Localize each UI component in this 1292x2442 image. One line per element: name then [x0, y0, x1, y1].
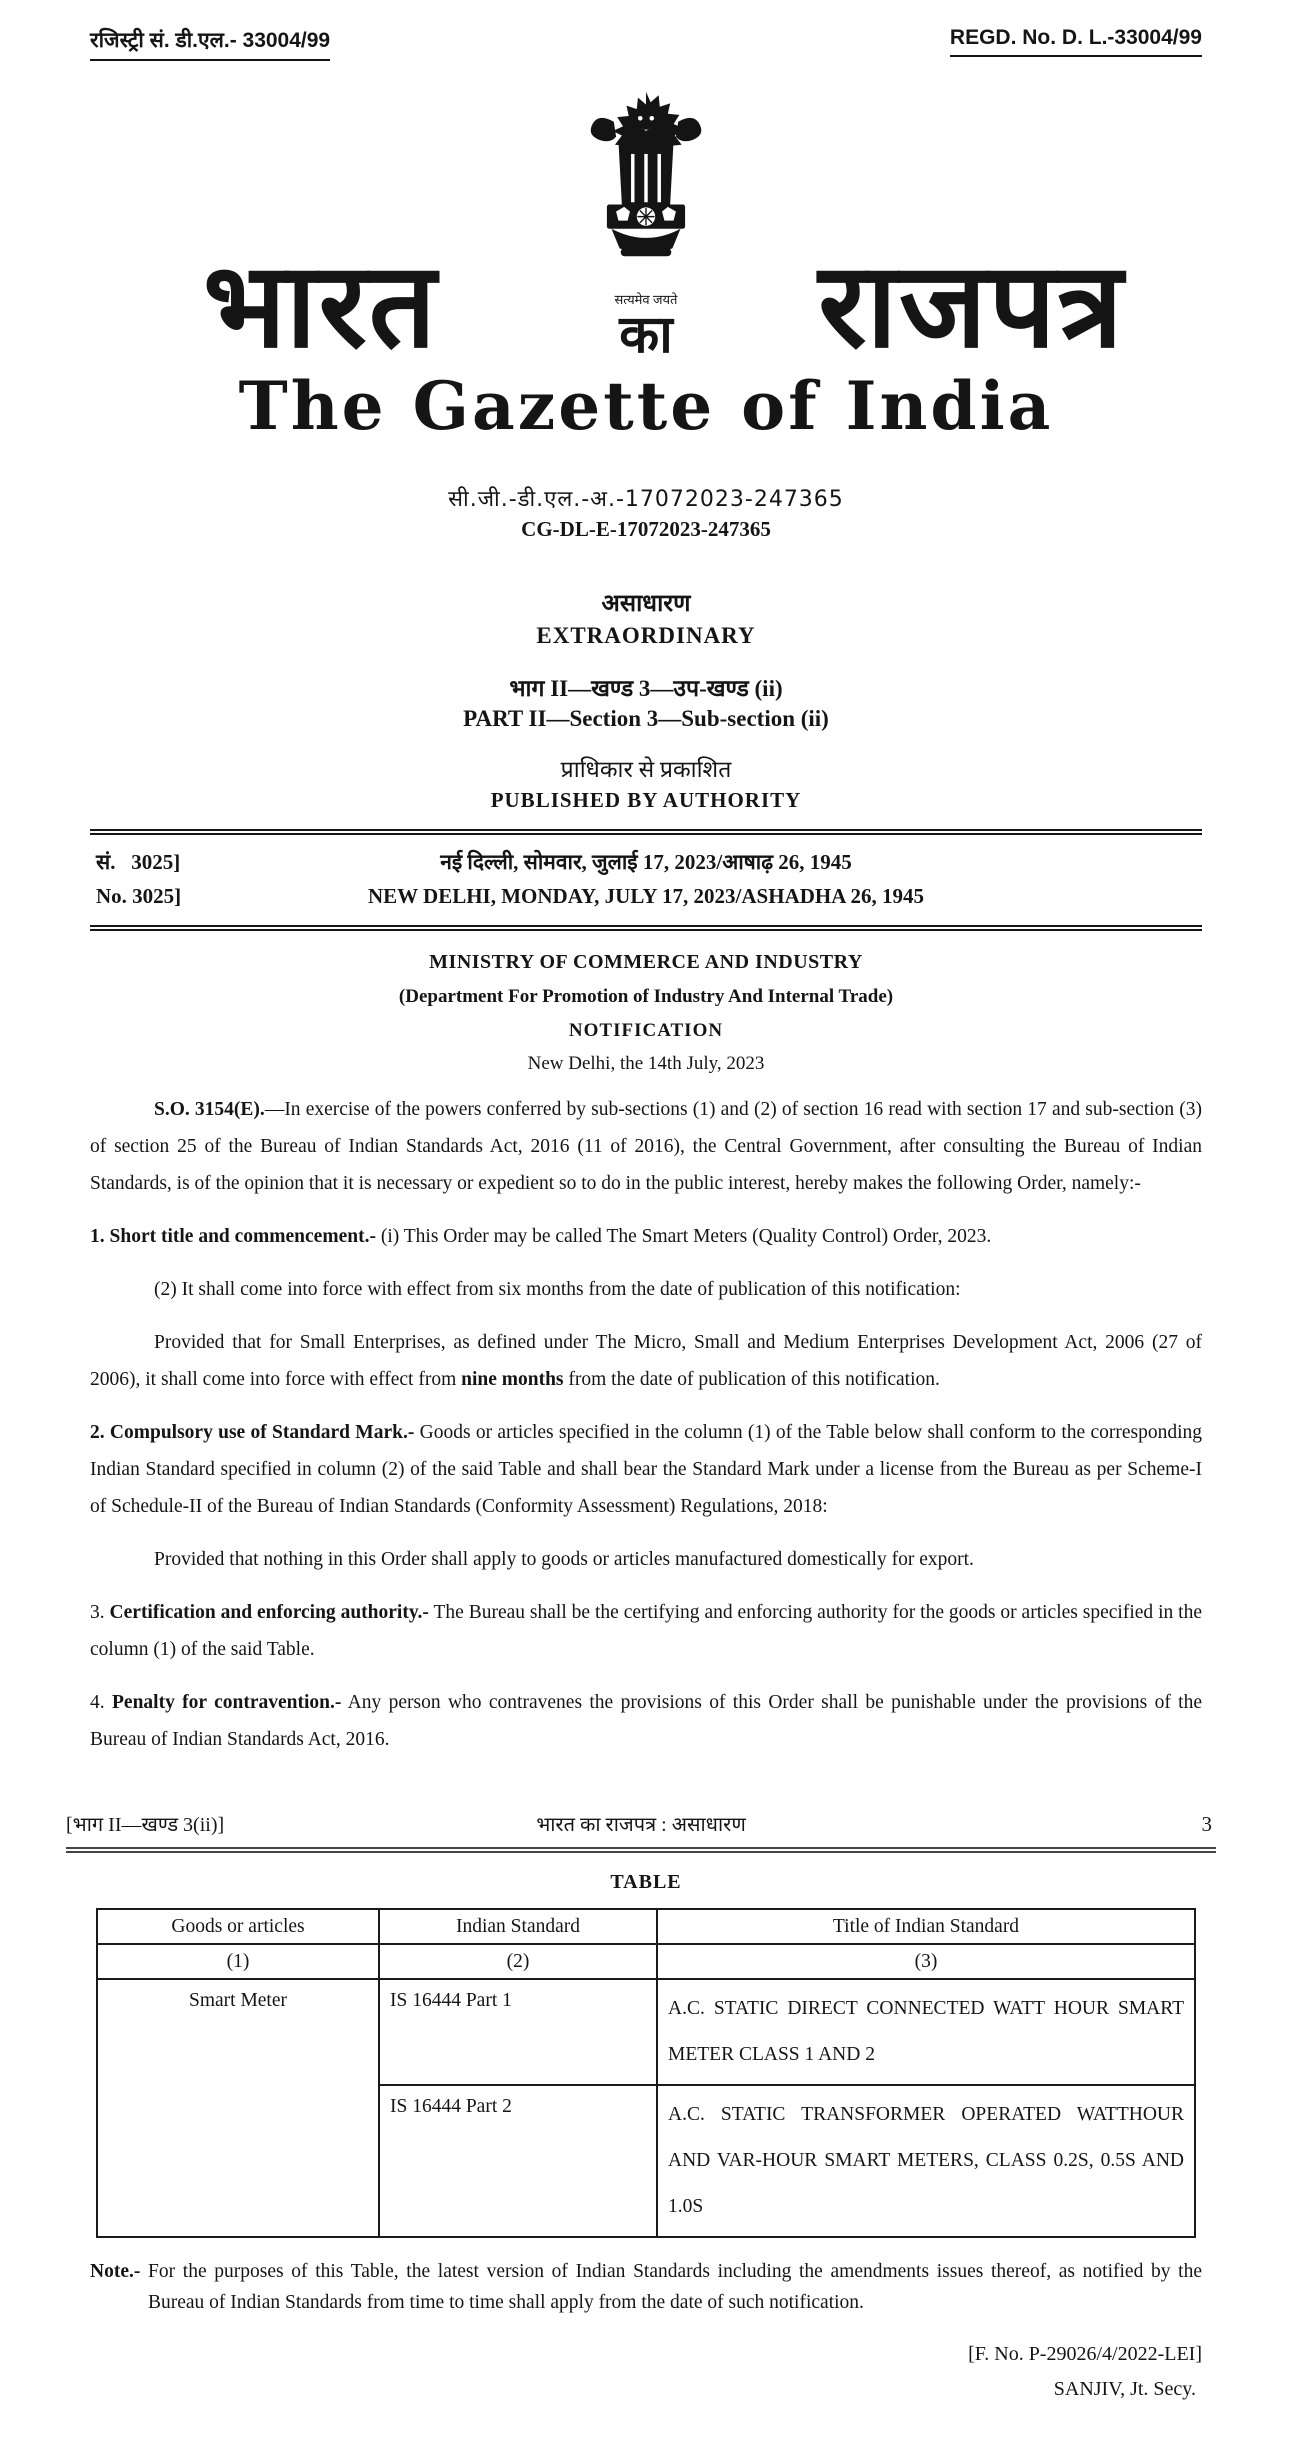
proviso-1-bold: nine months: [461, 1369, 564, 1391]
table-column-number-row: [97, 1944, 1195, 1979]
cell-standard-is16444-part2: IS 16444 Part 2: [379, 2085, 657, 2237]
running-head-left: [भाग II—खण्ड 3(ii)]: [66, 1814, 225, 1837]
department-subheading: (Department For Promotion of Industry And Internal Trade): [398, 986, 894, 1008]
clause-2-lead: 2. Compulsory use of Standard Mark.-: [90, 1422, 415, 1444]
para-clause-4: [90, 1684, 1202, 1758]
note-lead: Note.-: [90, 2261, 141, 2283]
proviso-1-before: Provided that for Small Enterprises, as defined under The Micro, Small and Medium Enterprises Development Act, 2006 (27 of 2006), it shall come into force with effect from: [90, 1332, 1202, 1391]
published-by-authority-english: PUBLISHED BY AUTHORITY: [490, 788, 802, 813]
cell-standard-is16444-part1: IS 16444 Part 1: [379, 1979, 657, 2085]
footer: [90, 2338, 1202, 2406]
published-by-authority-hindi: प्राधिकार से प्रकाशित: [560, 757, 732, 783]
registration-number-hindi: रजिस्ट्री सं. डी.एल.- 33004/99: [90, 26, 330, 61]
column-number-3: (3): [657, 1944, 1195, 1979]
standards-table: [96, 1908, 1196, 2238]
signatory: SANJIV, Jt. Secy.: [1053, 2378, 1196, 2401]
clause-2-text: Goods or articles specified in the column (1) of the Table below shall conform to the corresponding Indian Standard specified in column (2) of the said Table and shall bear the Standard Mark under a license from the Bureau as per Scheme-I of Schedule-II of the Bureau of Indian Standards (Conformity Assessment) Regulations, 2018:: [90, 1422, 1202, 1518]
proviso-1-after: from the date of publication of this notification.: [563, 1369, 940, 1391]
clause-1-lead: 1. Short title and commencement.-: [90, 1226, 376, 1248]
para-proviso-2: Provided that nothing in this Order shall apply to goods or articles manufactured domestically for export.: [154, 1549, 974, 1571]
registration-number-english: REGD. No. D. L.-33004/99: [950, 26, 1202, 57]
para-so-3154: [90, 1091, 1202, 1202]
para-clause-1-sub-2: (2) It shall come into force with effect from six months from the date of publication of this notification:: [154, 1279, 961, 1301]
ministry-heading: MINISTRY OF COMMERCE AND INDUSTRY: [429, 951, 863, 974]
cell-title-part2: A.C. STATIC TRANSFORMER OPERATED WATTHOUR AND VAR-HOUR SMART METERS, CLASS 0.2S, 0.5S AND 1.0S: [657, 2085, 1195, 2237]
page2-running-head: [66, 1810, 1216, 1853]
para-proviso-1: [90, 1324, 1202, 1398]
extraordinary-hindi: असाधारण: [601, 591, 691, 618]
issue-date-english: NEW DELHI, MONDAY, JULY 17, 2023/ASHADHA 26, 1945: [367, 884, 924, 909]
clause-1-text: (i) This Order may be called The Smart Meters (Quality Control) Order, 2023.: [375, 1226, 992, 1248]
header-goods-or-articles: Goods or articles: [97, 1909, 379, 1944]
clause-3-text: The Bureau shall be the certifying and enforcing authority for the goods or articles specified in the column (1) of the said Table.: [90, 1602, 1202, 1661]
issue-number-hindi: सं. 3025]: [96, 850, 181, 875]
issue-row-hindi: [90, 845, 1202, 879]
file-number: [F. No. P-29026/4/2022-LEI]: [968, 2343, 1202, 2366]
clause-3-lead: Certification and enforcing authority.-: [109, 1602, 429, 1624]
gazette-title-english: The Gazette of India: [238, 367, 1054, 445]
part-section-english: PART II—Section 3—Sub-section (ii): [463, 706, 829, 732]
page-number: 3: [1201, 1812, 1212, 1837]
extraordinary-english: EXTRAORDINARY: [536, 623, 756, 649]
table-row: [97, 1979, 1195, 2085]
para-clause-1: [90, 1218, 1202, 1255]
state-emblem-of-india-icon: [577, 87, 715, 288]
header-title-of-indian-standard: Title of Indian Standard: [657, 1909, 1195, 1944]
para-clause-3: [90, 1594, 1202, 1668]
running-head-center: भारत का राजपत्र : असाधारण: [536, 1814, 746, 1837]
clause-4-number: 4.: [90, 1692, 112, 1714]
issue-date-hindi: नई दिल्ली, सोमवार, जुलाई 17, 2023/आषाढ़ 26, 1945: [440, 850, 852, 875]
clause-4-lead: Penalty for contravention.-: [112, 1692, 342, 1714]
notification-heading: NOTIFICATION: [568, 1020, 724, 1042]
table-note: [90, 2256, 1202, 2318]
table-title: TABLE: [610, 1871, 682, 1894]
motto-satyameva-jayate: सत्यमेव जयते: [614, 292, 678, 307]
table-header-row: [97, 1909, 1195, 1944]
cell-title-part1: A.C. STATIC DIRECT CONNECTED WATT HOUR SMART METER CLASS 1 AND 2: [657, 1979, 1195, 2085]
masthead: [90, 87, 1202, 373]
column-number-1: (1): [97, 1944, 379, 1979]
masthead-word-rajpatra: राजपत्र: [818, 241, 1125, 373]
so-text: —In exercise of the powers conferred by sub-sections (1) and (2) of section 16 read with section 17 and sub-section (3) of section 25 of the Bureau of Indian Standards Act, 2016 (11 of 2016), the Central Government, after consulting the Bureau of Indian Standards, is of the opinion that it is necessary or expedient so to do in the public interest, hereby makes the following Order, namely:-: [90, 1099, 1203, 1195]
masthead-word-ka: का: [619, 307, 673, 364]
so-number: S.O. 3154(E).: [154, 1099, 265, 1121]
issue-bar: [90, 829, 1202, 931]
clause-4-text: Any person who contravenes the provisions of this Order shall be punishable under the provisions of the Bureau of Indian Standards Act, 2016.: [90, 1692, 1202, 1751]
para-clause-2: [90, 1414, 1202, 1525]
clause-3-number: 3.: [90, 1602, 110, 1624]
dateline: New Delhi, the 14th July, 2023: [527, 1053, 765, 1075]
header-indian-standard: Indian Standard: [379, 1909, 657, 1944]
issue-number-english: No. 3025]: [96, 884, 182, 909]
note-text: For the purposes of this Table, the latest version of Indian Standards including the amendments issues thereof, as notified by the Bureau of Indian Standards from time to time shall apply from the date of such notification.: [140, 2261, 1202, 2314]
masthead-center: [551, 87, 741, 362]
masthead-word-bharat: भारत: [202, 241, 439, 373]
part-section-hindi: भाग II—खण्ड 3—उप-खण्ड (ii): [509, 676, 783, 702]
registration-line: [90, 26, 1202, 61]
cg-code-english: CG-DL-E-17072023-247365: [521, 517, 771, 542]
column-number-2: (2): [379, 1944, 657, 1979]
cg-code-hindi: सी.जी.-डी.एल.-अ.-17072023-247365: [448, 487, 844, 513]
issue-row-english: [90, 879, 1202, 913]
cell-goods-smart-meter: Smart Meter: [97, 1979, 379, 2237]
